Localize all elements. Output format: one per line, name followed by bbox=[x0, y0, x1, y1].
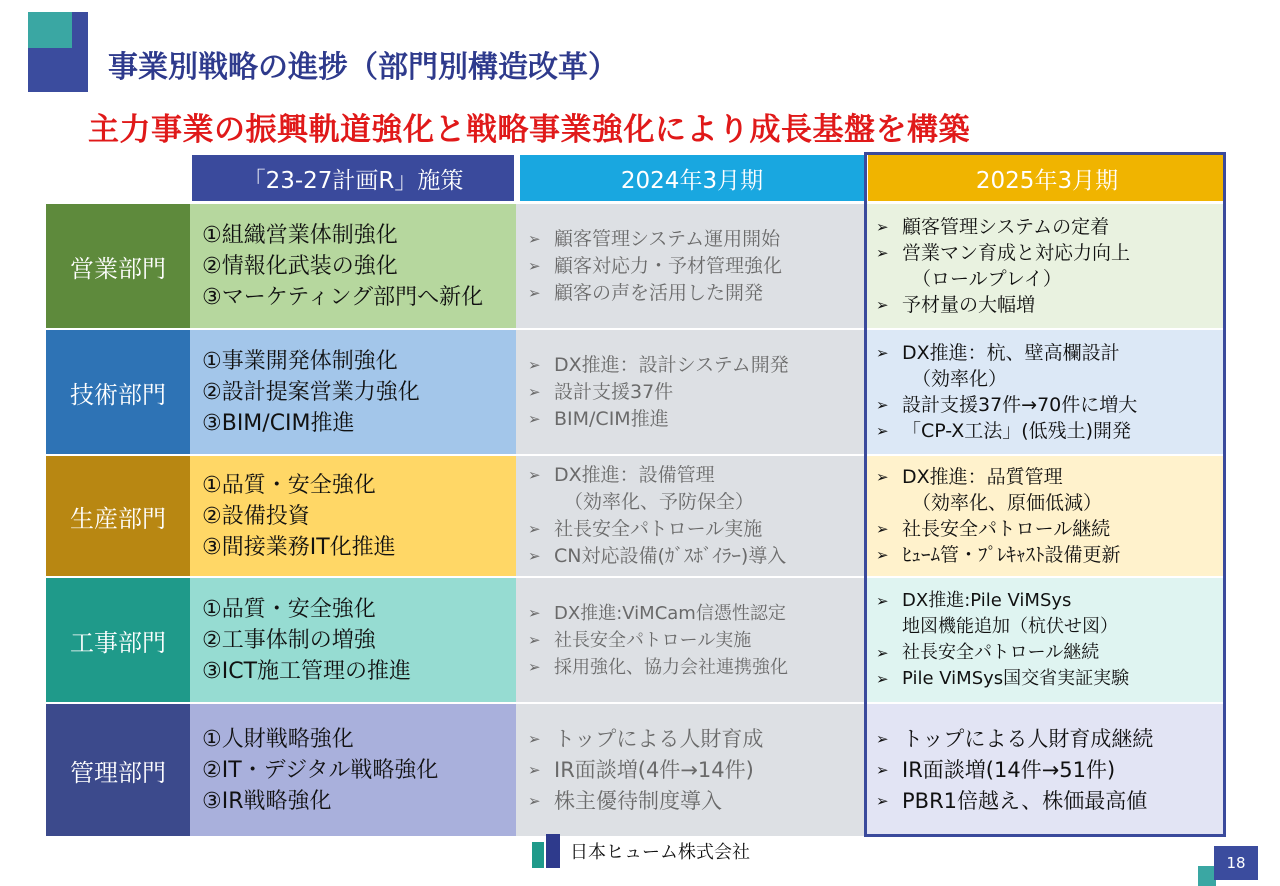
bullet-arrow-icon: ➢ bbox=[528, 409, 541, 428]
list-item: ➢ 社長安全パトロール実施 bbox=[528, 627, 864, 654]
list-item: ➢ DX推進：杭、壁高欄設計 bbox=[876, 342, 1120, 364]
list-item: ➢ DX推進:Pile ViMSys bbox=[876, 588, 1226, 614]
header-fy2024: 2024年3月期 bbox=[520, 155, 864, 201]
fy2025-cell bbox=[864, 456, 1226, 576]
list-item: ➢ 社長安全パトロール継続 bbox=[876, 640, 1226, 666]
dept-label: 営業部門 bbox=[46, 204, 190, 328]
plan-item: ②設備投資 bbox=[202, 503, 310, 529]
list-item-continuation: （ロールプレイ） bbox=[912, 268, 1062, 290]
plan-cell bbox=[190, 456, 516, 576]
plan-item: ①事業開発体制強化 bbox=[202, 348, 398, 374]
bullet-arrow-icon: ➢ bbox=[528, 355, 541, 374]
fy2025-cell bbox=[864, 578, 1226, 702]
bullet-arrow-icon: ➢ bbox=[528, 729, 541, 748]
bullet-arrow-icon: ➢ bbox=[876, 344, 889, 362]
plan-cell bbox=[190, 330, 516, 454]
dept-label: 工事部門 bbox=[46, 578, 190, 702]
list-item: ➢ 社長安全パトロール実施 bbox=[528, 516, 864, 543]
table-row-construction bbox=[46, 578, 1226, 702]
header-plan: 「23-27計画R」施策 bbox=[192, 155, 514, 201]
bullet-arrow-icon: ➢ bbox=[876, 592, 889, 610]
list-item: ➢ Pile ViMSys国交省実証実験 bbox=[876, 666, 1226, 692]
bullet-arrow-icon: ➢ bbox=[528, 283, 541, 302]
list-item: ➢ 顧客管理システム運用開始 bbox=[528, 226, 864, 253]
bullet-arrow-icon: ➢ bbox=[876, 729, 889, 748]
plan-item: ②設計提案営業力強化 bbox=[202, 379, 420, 405]
bullet-arrow-icon: ➢ bbox=[528, 791, 541, 810]
plan-item: ②情報化武装の強化 bbox=[202, 253, 398, 279]
company-logo-mark-icon bbox=[532, 834, 562, 868]
bullet-arrow-icon: ➢ bbox=[876, 520, 889, 538]
list-item: ➢ 採用強化、協力会社連携強化 bbox=[528, 654, 864, 681]
fy2025-cell bbox=[864, 704, 1226, 836]
plan-item: ①人財戦略強化 bbox=[202, 726, 354, 752]
list-item-continuation: （効率化） bbox=[912, 368, 1008, 390]
fy2024-cell bbox=[516, 204, 864, 328]
bullet-arrow-icon: ➢ bbox=[876, 791, 889, 810]
bullet-arrow-icon: ➢ bbox=[876, 468, 889, 486]
list-item: ➢ 「CP-X工法」(低残土)開発 bbox=[876, 420, 1132, 442]
plan-item: ③マーケティング部門へ新化 bbox=[202, 284, 484, 310]
dept-label: 生産部門 bbox=[46, 456, 190, 576]
bullet-arrow-icon: ➢ bbox=[876, 546, 889, 564]
list-item: ➢ 設計支援37件 bbox=[528, 379, 864, 406]
bullet-arrow-icon: ➢ bbox=[876, 396, 889, 414]
list-item: ➢ 顧客管理システムの定着 bbox=[876, 216, 1110, 238]
plan-item: ③BIM/CIM推進 bbox=[202, 410, 355, 436]
list-item: ➢ DX推進:ViMCam信憑性認定 bbox=[528, 600, 864, 627]
list-item: ➢ 予材量の大幅増 bbox=[876, 294, 1036, 316]
plan-item: ①品質・安全強化 bbox=[202, 596, 376, 622]
bullet-arrow-icon: ➢ bbox=[528, 603, 541, 622]
list-item: ➢ IR面談増(14件→51件) bbox=[876, 755, 1226, 786]
list-item: ➢ トップによる人財育成 bbox=[528, 724, 864, 755]
list-item: ➢ 社長安全パトロール継続 bbox=[876, 518, 1111, 540]
bullet-arrow-icon: ➢ bbox=[528, 630, 541, 649]
list-item-continuation: 地図機能追加（杭伏せ図） bbox=[902, 616, 1118, 637]
header-fy2025: 2025年3月期 bbox=[868, 155, 1226, 201]
bullet-arrow-icon: ➢ bbox=[876, 218, 889, 236]
dept-label: 技術部門 bbox=[46, 330, 190, 454]
list-item: ➢ BIM/CIM推進 bbox=[528, 406, 864, 433]
plan-cell bbox=[190, 204, 516, 328]
fy2025-cell bbox=[864, 330, 1226, 454]
plan-item: ②工事体制の増強 bbox=[202, 627, 376, 653]
bullet-arrow-icon: ➢ bbox=[876, 760, 889, 779]
list-item: ➢ DX推進：設計システム開発 bbox=[528, 352, 864, 379]
list-item: ➢ 設計支援37件→70件に増大 bbox=[876, 394, 1138, 416]
list-item: ➢ 営業マン育成と対応力向上 bbox=[876, 242, 1131, 264]
company-logo bbox=[532, 834, 750, 868]
plan-cell bbox=[190, 704, 516, 836]
list-item: ➢ 顧客対応力・予材管理強化 bbox=[528, 253, 864, 280]
plan-item: ③IR戦略強化 bbox=[202, 788, 332, 814]
bullet-arrow-icon: ➢ bbox=[528, 382, 541, 401]
bullet-arrow-icon: ➢ bbox=[528, 520, 541, 538]
plan-item: ①品質・安全強化 bbox=[202, 472, 376, 498]
fy2024-cell bbox=[516, 704, 864, 836]
bullet-arrow-icon: ➢ bbox=[876, 422, 889, 440]
plan-cell bbox=[190, 578, 516, 702]
page-number: 18 bbox=[1214, 846, 1258, 880]
plan-item: ③ICT施工管理の推進 bbox=[202, 658, 412, 684]
bullet-arrow-icon: ➢ bbox=[528, 547, 541, 565]
bullet-arrow-icon: ➢ bbox=[528, 657, 541, 676]
list-item: ➢ PBR1倍越え、株価最高値 bbox=[876, 786, 1226, 817]
corner-decoration-blue bbox=[28, 48, 88, 92]
corner-decoration-blue-bar bbox=[72, 12, 88, 48]
table-row-production bbox=[46, 456, 1226, 576]
fy2024-cell bbox=[516, 456, 864, 576]
bullet-arrow-icon: ➢ bbox=[876, 296, 889, 314]
list-item: ➢ 株主優待制度導入 bbox=[528, 786, 864, 817]
list-item: ➢ 顧客の声を活用した開発 bbox=[528, 280, 864, 307]
list-item: ➢ DX推進：設備管理 bbox=[528, 462, 864, 489]
bullet-arrow-icon: ➢ bbox=[528, 760, 541, 779]
bullet-arrow-icon: ➢ bbox=[876, 644, 889, 662]
fy2025-cell bbox=[864, 204, 1226, 328]
bullet-arrow-icon: ➢ bbox=[528, 256, 541, 275]
table-row-sales bbox=[46, 204, 1226, 328]
list-item: ➢ DX推進：品質管理 bbox=[876, 466, 1063, 488]
plan-item: ②IT・デジタル戦略強化 bbox=[202, 757, 439, 783]
plan-item: ①組織営業体制強化 bbox=[202, 222, 398, 248]
plan-item: ③間接業務IT化推進 bbox=[202, 534, 396, 560]
list-item: ➢ トップによる人財育成継続 bbox=[876, 724, 1226, 755]
bullet-arrow-icon: ➢ bbox=[528, 466, 541, 484]
fy2024-cell bbox=[516, 578, 864, 702]
bullet-arrow-icon: ➢ bbox=[876, 244, 889, 262]
list-item-continuation: （効率化、予防保全） bbox=[564, 491, 755, 513]
bullet-arrow-icon: ➢ bbox=[876, 670, 889, 688]
list-item-continuation: （効率化、原価低減） bbox=[912, 492, 1103, 514]
slide-title: 事業別戦略の進捗（部門別構造改革） bbox=[108, 50, 618, 85]
bullet-arrow-icon: ➢ bbox=[528, 229, 541, 248]
table-row-engineering bbox=[46, 330, 1226, 454]
table-row-administration bbox=[46, 704, 1226, 836]
list-item: ➢ CN対応設備(ｶﾞｽﾎﾞｲﾗｰ)導入 bbox=[528, 543, 864, 570]
list-item: ➢ IR面談増(4件→14件) bbox=[528, 755, 864, 786]
fy2024-cell bbox=[516, 330, 864, 454]
company-name: 日本ヒューム株式会社 bbox=[570, 842, 750, 863]
slide-subtitle: 主力事業の振興軌道強化と戦略事業強化により成長基盤を構築 bbox=[88, 112, 970, 148]
list-item: ➢ ﾋｭｰﾑ管・ﾌﾟﾚｷｬｽﾄ設備更新 bbox=[876, 544, 1121, 566]
dept-label: 管理部門 bbox=[46, 704, 190, 836]
